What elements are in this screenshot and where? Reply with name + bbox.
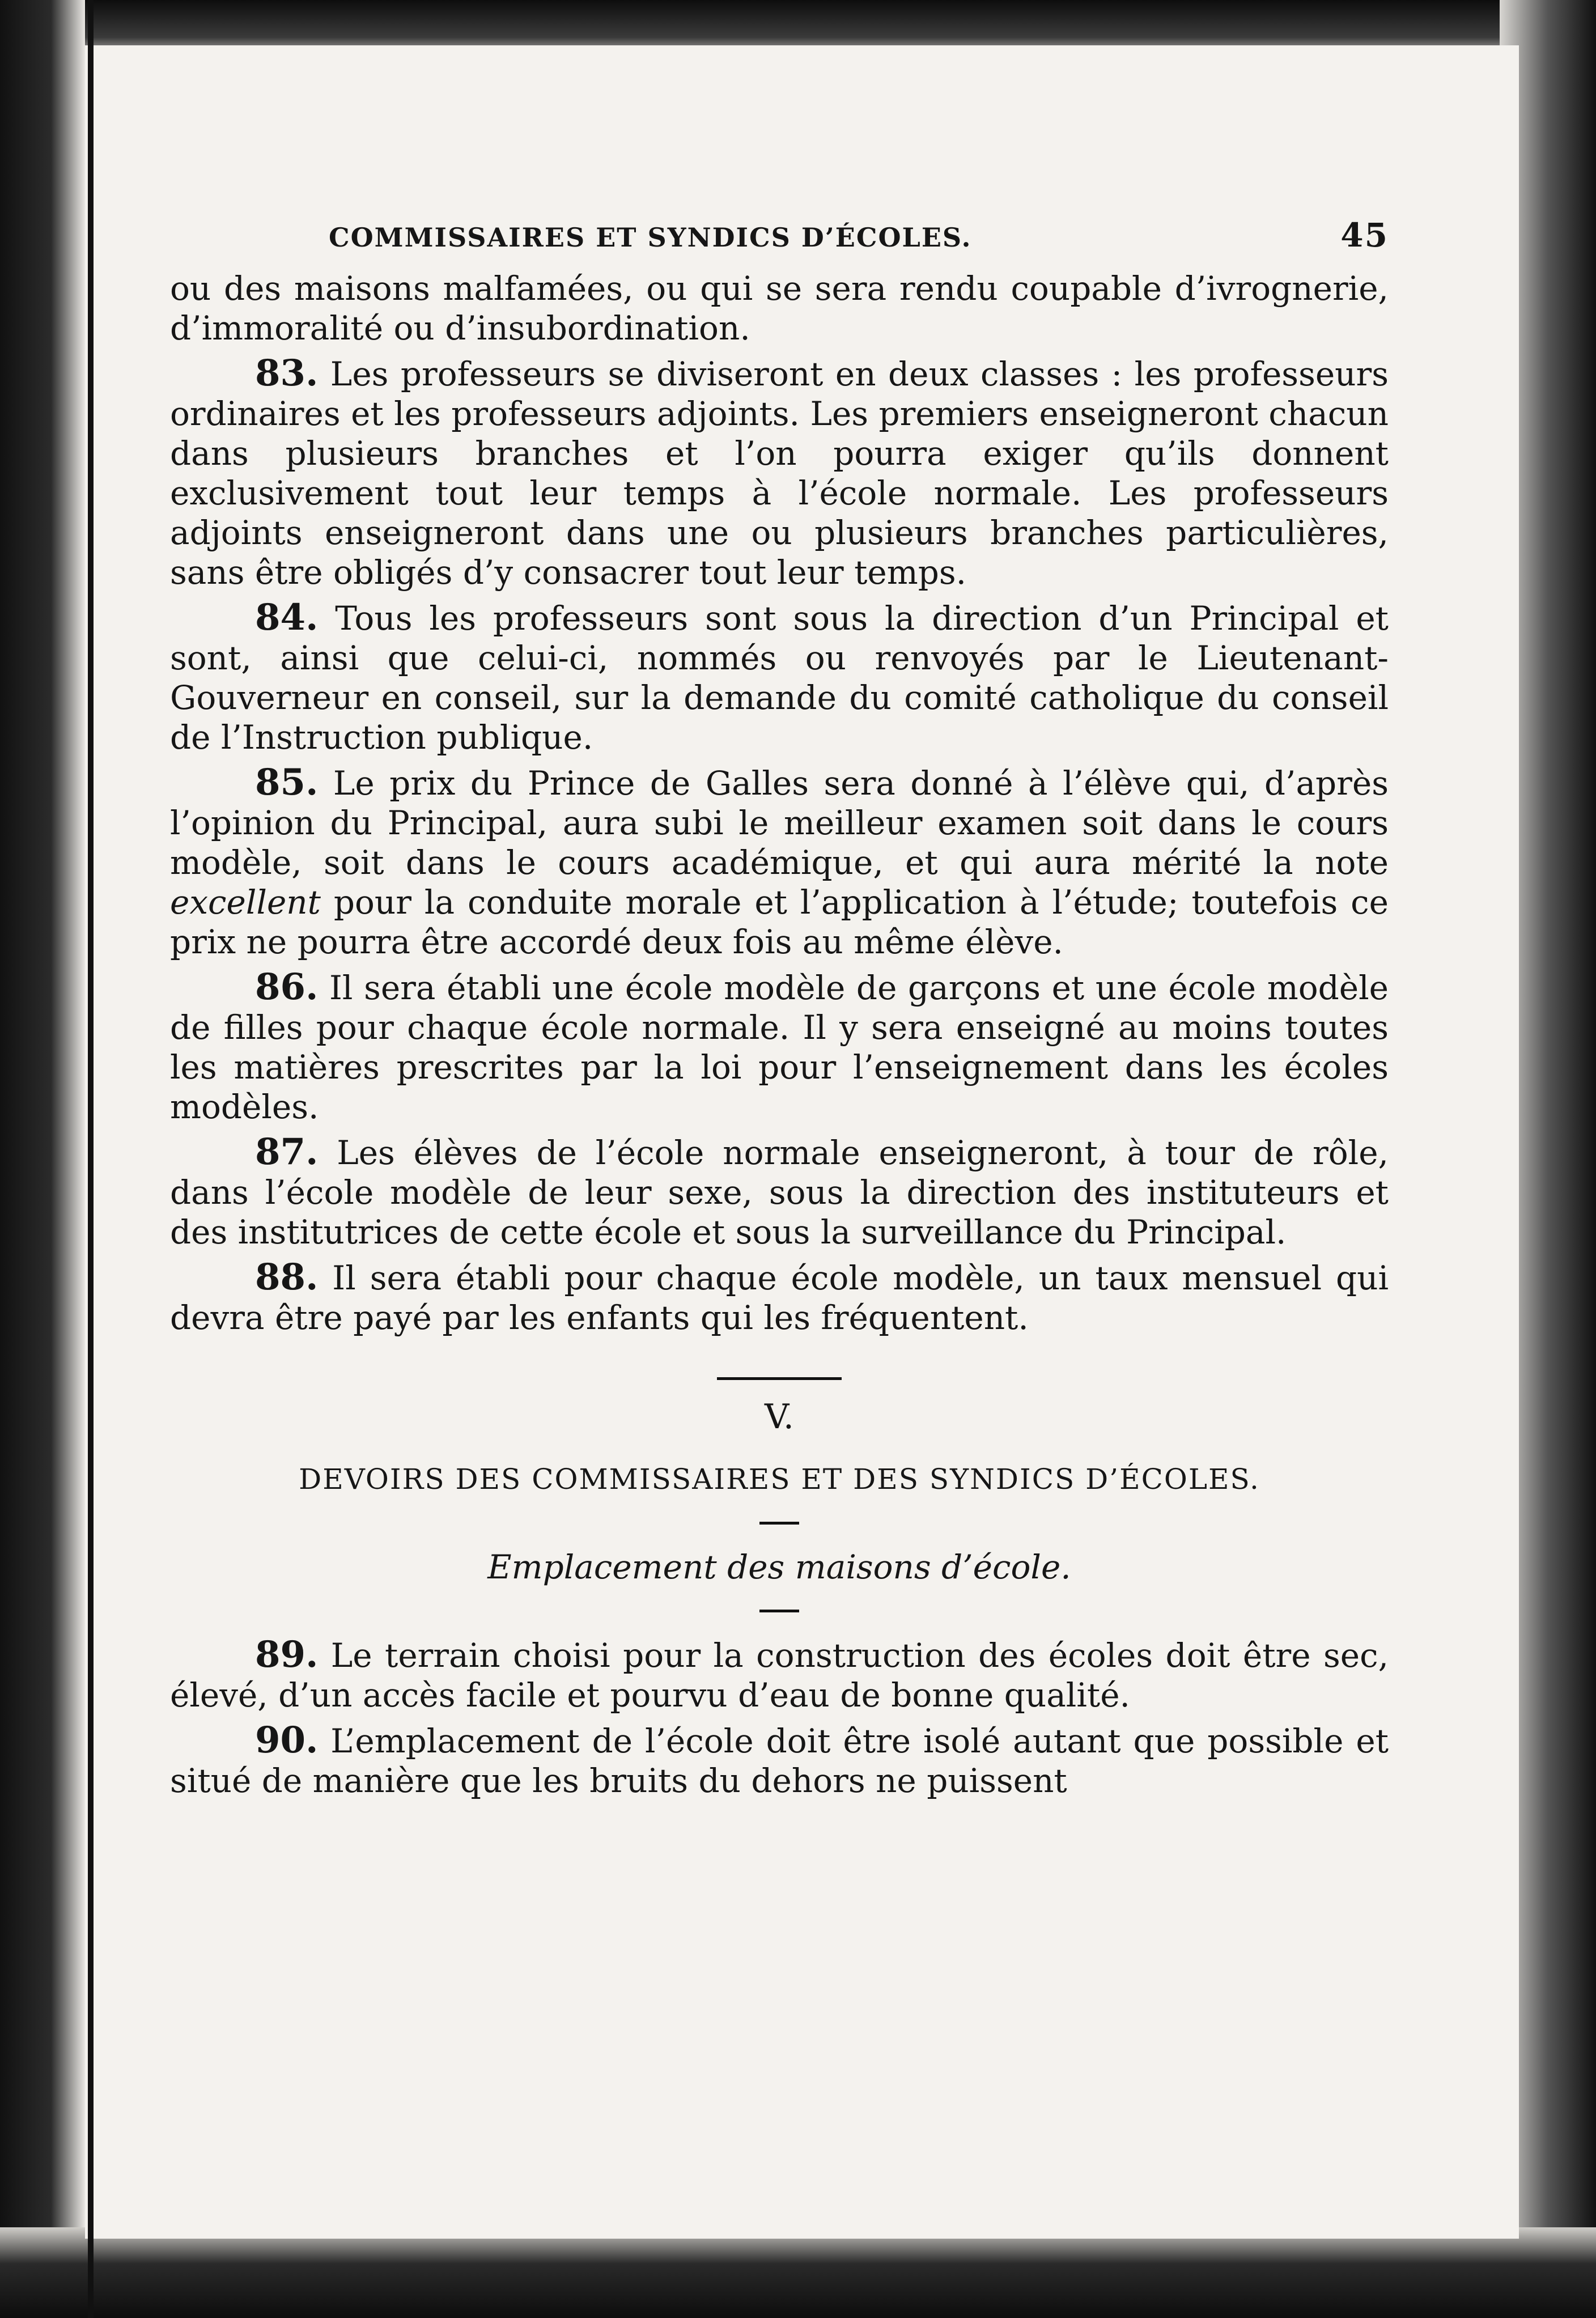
article-88 (170, 1258, 1389, 1338)
article-text-italic: excellent (170, 883, 321, 922)
article-text: Il sera établi une école modèle de garçons et une école modèle de filles pour chaque école normale. Il y sera enseigné au moins toutes les matières prescrites par la loi pour l’enseignement dans les écoles modèles. (170, 969, 1389, 1126)
article-number: 84. (255, 596, 319, 639)
article-number: 87. (255, 1131, 319, 1173)
article-number: 88. (255, 1256, 319, 1298)
continuation-paragraph: ou des maisons malfamées, ou qui se sera rendu coupable d’ivrognerie, d’immoralité ou d’insubordination. (170, 269, 1389, 347)
article-text: Tous les professeurs sont sous la direction d’un Principal et sont, ainsi que celui-ci, nommés ou renvoyés par le Lieutenant-Gouverneur en conseil, sur la demande du comité catholique du conseil de l’Instruction publique. (170, 599, 1389, 757)
running-head (170, 215, 1389, 257)
article-84 (170, 598, 1389, 757)
running-head-title: COMMISSAIRES ET SYNDICS D’ÉCOLES. (329, 222, 972, 253)
subtitle-dash (759, 1610, 799, 1612)
binding-edge (88, 0, 94, 2318)
scan-border-left (0, 0, 85, 2318)
article-number: 89. (255, 1633, 319, 1676)
page-number: 45 (1340, 216, 1389, 254)
section-rule (717, 1377, 842, 1380)
section-title: DEVOIRS DES COMMISSAIRES ET DES SYNDICS D’ÉCOLES. (299, 1463, 1260, 1496)
page-text (170, 215, 1389, 1806)
article-number: 85. (255, 761, 319, 804)
article-text: L’emplacement de l’école doit être isolé autant que possible et situé de manière que les bruits du dehors ne puissent (170, 1722, 1389, 1800)
article-number: 90. (255, 1719, 319, 1761)
article-87 (170, 1132, 1389, 1252)
article-83 (170, 354, 1389, 592)
article-number: 86. (255, 966, 319, 1008)
article-86 (170, 967, 1389, 1127)
scan-border-bottom (0, 2227, 1596, 2318)
article-text: Les professeurs se diviseront en deux classes : les professeurs ordinaires et les professeurs adjoints. Les premiers enseigneront chacun dans plusieurs branches et l’on pourra exiger qu’ils donnent exclusivement tout leur temps à l’école normale. Les professeurs adjoints enseigneront dans une ou plusieurs branches particulières, sans être obligés d’y consacrer tout leur temps. (170, 355, 1389, 592)
article-90 (170, 1721, 1389, 1801)
article-89 (170, 1635, 1389, 1715)
article-number: 83. (255, 352, 319, 394)
article-85 (170, 763, 1389, 962)
article-text: Les élèves de l’école normale enseigneront, à tour de rôle, dans l’école modèle de leur sexe, sous la direction des instituteurs et des institutrices de cette école et sous la surveillance du Principal. (170, 1133, 1389, 1251)
section-dash (759, 1522, 799, 1525)
article-text: Il sera établi pour chaque école modèle, un taux mensuel qui devra être payé par les enfants qui les fréquentent. (170, 1259, 1389, 1337)
article-text: Le terrain choisi pour la construction des écoles doit être sec, élevé, d’un accès facile et pourvu d’eau de bonne qualité. (170, 1636, 1389, 1714)
section-number: V. (765, 1397, 794, 1437)
article-text: pour la conduite morale et l’application à l’étude; toutefois ce prix ne pourra être accordé deux fois au même élève. (170, 883, 1389, 961)
article-text: Le prix du Prince de Galles sera donné à l’élève qui, d’après l’opinion du Principal, aura subi le meilleur examen soit dans le cours modèle, soit dans le cours académique, et qui aura mérité la note (170, 764, 1389, 882)
section-subtitle: Emplacement des maisons d’école. (487, 1548, 1071, 1586)
